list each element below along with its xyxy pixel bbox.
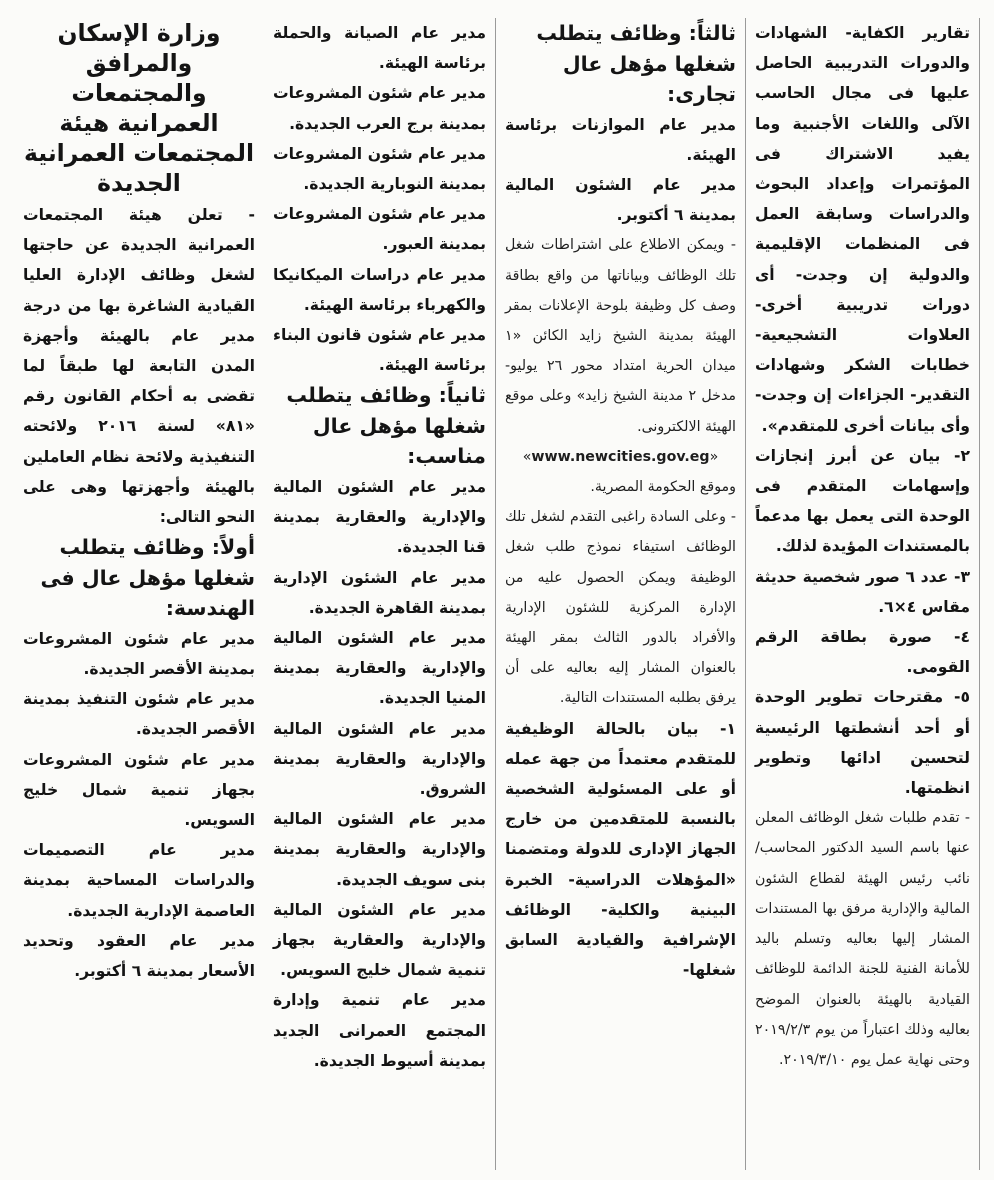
job-item: مدير عام تنمية وإدارة المجتمع العمرانى الجديد بمدينة أسيوط الجديدة.: [273, 991, 486, 1070]
job-item: مدير عام شئون التنفيذ بمدينة الأقصر الجديدة.: [23, 690, 255, 739]
announcement-title: وزارة الإسكان والمرافق والمجتمعات العمرانية هيئة المجتمعات العمرانية الجديدة: [23, 19, 255, 197]
job-item: مدير عام العقود وتحديد الأسعار بمدينة ٦ أكتوبر.: [23, 931, 255, 980]
job-item: مدير عام شئون المشروعات بجهاز تنمية شمال خليج السويس.: [23, 750, 255, 829]
job-item: مدير عام شئون المشروعات بمدينة الأقصر الجديدة.: [23, 629, 255, 678]
section-heading-engineering: أولاً: وظائف يتطلب شغلها مؤهل عال فى الهندسة:: [40, 535, 255, 621]
job-item: مدير عام دراسات الميكانيكا والكهرباء برئاسة الهيئة.: [273, 265, 486, 314]
job-item: مدير عام الموازنات برئاسة الهيئة.: [505, 115, 736, 164]
section-heading-commerce: ثالثاً: وظائف يتطلب شغلها مؤهل عال تجارى:: [536, 21, 736, 106]
document-item: ٢- بيان عن أبرز إنجازات وإسهامات المتقدم فى الوحدة التى يعمل بها مدعماً بالمستندات المؤيدة لذلك.: [755, 446, 970, 556]
document-item: ١- بيان بالحالة الوظيفية للمتقدم معتمداً من جهة عمله أو على المسئولية الشخصية بالنسبة للمتقدمين من خارج الجهاز الإدارى للدولة ومتضمنا «المؤهلات الدراسية- الخبرة البينية والكلية- الوظائف الإشرافية والقيادية السابق شغلها-: [505, 719, 736, 980]
document-item: ٣- عدد ٦ صور شخصية حديثة مقاس ٤×٦.: [755, 567, 970, 616]
job-item: مدير عام الشئون الإدارية بمدينة القاهرة الجديدة.: [273, 568, 486, 617]
document-item: ٥- مقترحات تطوير الوحدة أو أحد أنشطتها الرئيسية لتحسين ادائها وتطوير انظمتها.: [755, 688, 970, 798]
job-item: مدير عام الصيانة والحملة برئاسة الهيئة.: [273, 24, 486, 73]
website-link[interactable]: www.newcities.gov.eg: [531, 448, 710, 465]
document-item-continued: تقارير الكفاية- الشهادات والدورات التدريبية الحاصل عليها فى مجال الحاسب الآلى واللغات الأجنبية وما يفيد الاشتراك فى المؤتمرات وإعداد البحوث والدراسات وسابقة العمل فى المنظمات الإقليمية والدولية إن وجدت- أى دورات تدريبية أخرى- العلاوات التشجيعية- خطابات الشكر وشهادات التقدير- الجزاءات إن وجدت- وأى بيانات أخرى للمتقدم».: [755, 24, 970, 435]
job-item: مدير عام شئون المشروعات بمدينة العبور.: [273, 205, 486, 254]
website-line: «www.newcities.gov.eg»: [522, 448, 719, 465]
info-paragraph: - وعلى السادة راغبى التقدم لشغل تلك الوظائف استيفاء نموذج طلب شغل الوظيفة ويمكن الحصول عليه من الإدارة المركزية للشئون الإدارية والأفراد بالدور الثالث بمقر الهيئة بالعنوان المشار إليه بعاليه على أن يرفق بطلبه المستندات التالية.: [505, 509, 736, 707]
job-item: مدير عام الشئون المالية والإدارية والعقارية بمدينة قنا الجديدة.: [273, 477, 486, 557]
submission-paragraph: - تقدم طلبات شغل الوظائف المعلن عنها باسم السيد الدكتور المحاسب/ نائب رئيس الهيئة لقطاع الشئون المالية والإدارية مرفق بها المستندات المشار إليها بعاليه وتسلم باليد للأمانة الفنية للجنة الدائمة للوظائف القيادية بالهيئة بالعنوان الموضح بعاليه وذلك اعتباراً من يوم ٢٠١٩/٢/٣ وحتى نهاية عمل يوم ٢٠١٩/٣/١٠.: [755, 810, 970, 1068]
job-item: مدير عام التصميمات والدراسات المساحية بمدينة العاصمة الإدارية الجديدة.: [23, 841, 255, 920]
intro-paragraph: - تعلن هيئة المجتمعات العمرانية الجديدة عن حاجتها لشغل وظائف الإدارة العليا القيادية الشاغرة بها من درجة مدير عام بالهيئة وأجهزة المدن التابعة لها طبقاً لما تقضى به أحكام القانون رقم «٨١» لسنة ٢٠١٦ ولائحته التنفيذية ولائحة نظام العاملين بالهيئة وأجهزتها وهى على النحو التالى:: [23, 206, 255, 527]
job-item: مدير عام شئون المشروعات بمدينة برج العرب الجديدة.: [273, 84, 486, 133]
column-4: [746, 18, 980, 1170]
section-heading-general: ثانياً: وظائف يتطلب شغلها مؤهل عال مناسب:: [286, 383, 486, 469]
job-item: مدير عام شئون المشروعات بمدينة النوبارية الجديدة.: [273, 144, 486, 194]
info-paragraph: وموقع الحكومة المصرية.: [590, 478, 736, 495]
job-item: مدير عام شئون قانون البناء برئاسة الهيئة.: [273, 326, 486, 375]
job-item: مدير عام الشئون المالية بمدينة ٦ أكتوبر.: [505, 175, 736, 225]
job-item: مدير عام الشئون المالية والإدارية والعقارية بمدينة الشروق.: [273, 719, 486, 798]
column-3: [496, 18, 746, 1170]
document-item: ٤- صورة بطاقة الرقم القومى.: [755, 628, 970, 677]
job-item: مدير عام الشئون المالية والإدارية والعقارية بمدينة المنيا الجديدة.: [273, 628, 486, 708]
job-item: مدير عام الشئون المالية والإدارية والعقارية بجهاز تنمية شمال خليج السويس.: [273, 900, 486, 980]
job-item: مدير عام الشئون المالية والإدارية والعقارية بمدينة بنى سويف الجديدة.: [273, 810, 486, 889]
column-1: [14, 18, 264, 1170]
info-paragraph: - ويمكن الاطلاع على اشتراطات شغل تلك الوظائف وبياناتها من واقع بطاقة وصف كل وظيفة بلوحة الإعلانات بمقر الهيئة بمدينة الشيخ زايد الكائن «١ ميدان الحرية امتداد محور ٢٦ يوليو- مدخل ٢ مدينة الشيخ زايد» وعلى موقع الهيئة الالكترونى.: [505, 237, 736, 435]
column-2: [264, 18, 496, 1170]
